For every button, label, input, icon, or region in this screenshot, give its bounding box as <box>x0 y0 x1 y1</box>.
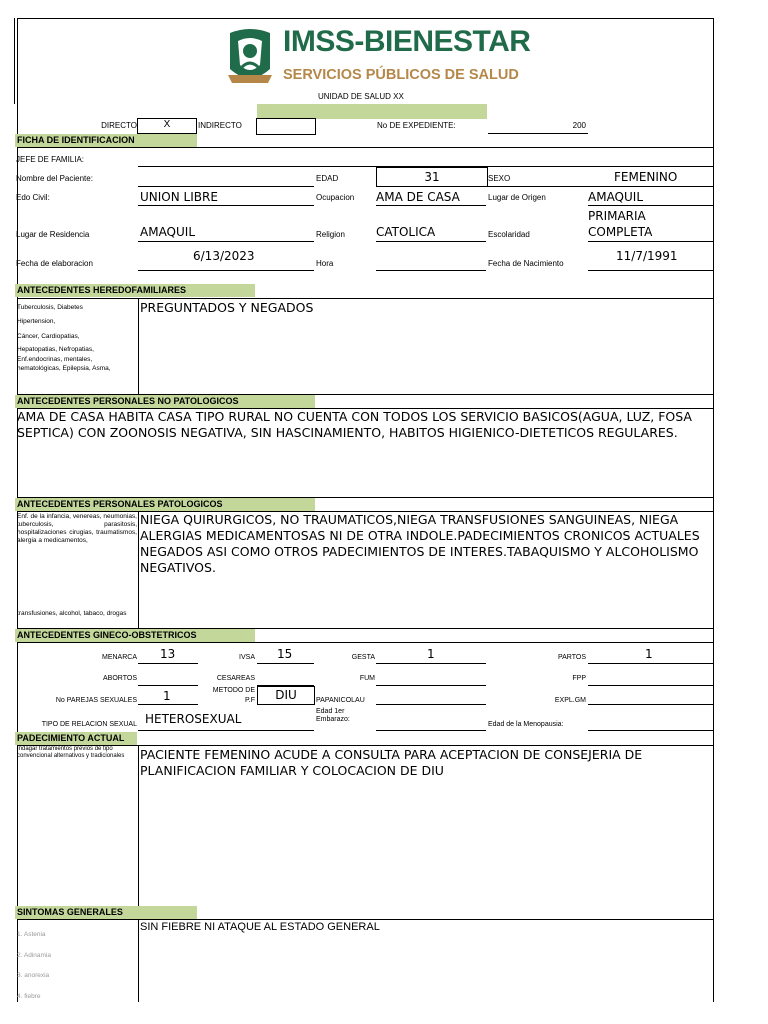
pat-side-bottom: transfusiones, alcohol, tabaco, drogas <box>17 610 127 617</box>
edad-field[interactable]: 31 <box>376 167 488 187</box>
pat-divider <box>138 511 139 628</box>
partos-label: PARTOS <box>557 654 586 661</box>
escolaridad-line <box>588 241 713 242</box>
heredo-side-5: Enf.endocrinas, mentales, <box>17 356 93 363</box>
heredo-divider <box>138 298 139 394</box>
civil-value[interactable]: UNION LIBRE <box>140 190 218 204</box>
hora-label: Hora <box>316 259 334 268</box>
sintomas-item-adinamia: 2. Adinamia <box>17 952 51 959</box>
no-patologicos-text[interactable]: AMA DE CASA HABITA CASA TIPO RURAL NO CUENTA CON TODOS LOS SERVICIO BASICOS(AGUA, LUZ, FOSA SEPTICA) CON ZOONOSIS NEGATIVA, SIN HASCINAMIENTO, HABITOS HIGIENICO-DIETETICOS REGULARES. <box>17 409 692 440</box>
menarca-label: MENARCA <box>101 654 137 661</box>
patologicos-text[interactable]: NIEGA QUIRURGICOS, NO TRAUMATICOS,NIEGA TRANSFUSIONES SANGUINEAS, NIEGA ALERGIAS MEDICAMENTOSAS NI DE OTRA INDOLE.PADECIMIENTOS CRONICOS ACTUALES NEGADOS ASI COMO OTROS PADECIMIENTOS DE INTERES.TABAQUISMO Y ALCOHOLISMO NEGATIVOS. <box>140 512 700 575</box>
section-gineco: ANTECEDENTES GINECO-OBSTETRICOS <box>15 629 255 642</box>
metodo-label-1: METODO DE <box>212 687 255 694</box>
escolaridad-value-2[interactable]: COMPLETA <box>588 225 653 239</box>
origen-line <box>588 205 713 206</box>
sexo-line <box>488 186 713 187</box>
gineco-mid-line <box>17 642 713 643</box>
ivsa-value[interactable]: 15 <box>277 647 293 661</box>
frame-top-line <box>17 18 713 19</box>
section-heredofamiliares: ANTECEDENTES HEREDOFAMILIARES <box>15 284 255 297</box>
heredo-side-2: Hipertension, <box>17 318 56 325</box>
jefe-label: JEFE DE FAMILIA: <box>16 155 85 164</box>
expediente-value[interactable]: 200 <box>572 121 586 130</box>
ivsa-line <box>257 663 314 664</box>
parejas-label: No PAREJAS SEXUALES <box>55 697 137 704</box>
heredo-top-line <box>17 298 713 299</box>
edad-label: EDAD <box>316 174 339 183</box>
sintomas-text[interactable]: SIN FIEBRE NI ATAQUE AL ESTADO GENERAL <box>140 921 380 933</box>
expediente-label: No DE EXPEDIENTE: <box>377 121 456 130</box>
parejas-value[interactable]: 1 <box>163 689 171 703</box>
frame-left-line <box>14 18 15 104</box>
frame-right-line <box>713 18 714 1002</box>
sintomas-item-anorexia: 3. anorexia <box>17 972 50 979</box>
section-ficha: FICHA DE IDENTIFICACION <box>15 134 197 147</box>
partos-line <box>588 663 713 664</box>
explgm-label: EXPL.GM <box>554 697 586 704</box>
nacimiento-value[interactable]: 11/7/1991 <box>616 249 678 263</box>
abortos-label: ABORTOS <box>103 675 137 682</box>
nacimiento-line <box>588 270 713 271</box>
sexo-value[interactable]: FEMENINO <box>614 170 678 184</box>
tipo-label: TIPO DE RELACION SEXUAL <box>41 721 137 728</box>
nombre-label: Nombre del Paciente: <box>16 174 93 183</box>
indirecto-label: INDIRECTO <box>198 121 242 130</box>
section-sintomas: SINTOMAS GENERALES <box>15 906 197 919</box>
imss-bienestar-logo <box>224 25 276 89</box>
residencia-label: Lugar de Residencia <box>16 230 90 239</box>
tipo-value[interactable]: HETEROSEXUAL <box>145 712 242 726</box>
ocupacion-line <box>376 205 486 206</box>
elaboracion-line <box>138 270 314 271</box>
ivsa-label: IVSA <box>239 654 255 661</box>
heredo-side-6: hematológicas, Epilepsia, Asma, <box>17 365 111 372</box>
parejas-line <box>138 704 198 705</box>
gesta-line <box>376 663 486 664</box>
origen-label: Lugar de Origen <box>488 193 546 202</box>
religion-label: Religion <box>316 230 345 239</box>
civil-line <box>138 205 314 206</box>
embarazo-label-1: Edad 1er <box>316 708 345 715</box>
escolaridad-label: Escolaridad <box>488 230 530 239</box>
padecimiento-side: Indagar tratamientos previos de tipo convencional alternativos y tradicionales <box>17 746 125 759</box>
green-band <box>257 104 487 119</box>
gesta-value[interactable]: 1 <box>427 647 435 661</box>
pat-side-top: Enf. de la infancia, venereas, neumonias, tuberculosis, parasitosis, hospitalizaciones cirugias, traumatismos, alergia a medicamentos, <box>17 513 137 544</box>
menarca-line <box>138 663 198 664</box>
partos-value[interactable]: 1 <box>645 647 653 661</box>
sintomas-divider <box>138 919 139 1002</box>
brand-subtitle: SERVICIOS PÚBLICOS DE SALUD <box>283 67 519 83</box>
papanicolau-line <box>376 704 486 705</box>
logo-emblem-icon <box>224 25 276 89</box>
heredo-side-1: Tuberculosis, Diabetes <box>17 304 83 311</box>
religion-line <box>376 241 486 242</box>
nacimiento-label: Fecha de Nacimiento <box>488 259 564 268</box>
fpp-line <box>588 685 713 686</box>
fum-line <box>376 685 486 686</box>
ficha-top-line <box>17 147 713 148</box>
metodo-field[interactable]: DIU <box>257 686 315 705</box>
residencia-value[interactable]: AMAQUIL <box>140 225 196 239</box>
religion-value[interactable]: CATOLICA <box>376 225 436 239</box>
padecimiento-divider <box>138 745 139 906</box>
gesta-label: GESTA <box>351 654 375 661</box>
sexo-label: SEXO <box>488 174 511 183</box>
embarazo-line <box>376 730 486 731</box>
civil-label: Edo Civil: <box>16 193 50 202</box>
ocupacion-label: Ocupacion <box>316 193 355 202</box>
directo-checkbox[interactable]: X <box>137 118 197 134</box>
sintomas-item-fiebre: 4. fiebre <box>17 993 41 1000</box>
heredo-side-4: Hepatopatias, Nefropatias, <box>17 346 94 353</box>
nombre-line <box>138 186 314 187</box>
expediente-line <box>488 133 588 134</box>
section-padecimiento: PADECIMIENTO ACTUAL <box>15 732 137 745</box>
fum-label: FUM <box>359 675 375 682</box>
section-no-patologicos: ANTECEDENTES PERSONALES NO PATOLOGICOS <box>15 395 315 408</box>
explgm-line <box>588 704 713 705</box>
menopausia-line <box>588 730 713 731</box>
embarazo-label-2: Embarazo: <box>316 716 350 723</box>
fpp-label: FPP <box>572 675 586 682</box>
abortos-line <box>138 685 198 686</box>
papanicolau-label: PAPANICOLAU <box>316 697 365 704</box>
heredo-text[interactable]: PREGUNTADOS Y NEGADOS <box>140 300 314 315</box>
escolaridad-value-1[interactable]: PRIMARIA <box>588 209 646 223</box>
origen-value[interactable]: AMAQUIL <box>588 190 644 204</box>
elaboracion-label: Fecha de elaboracion <box>16 259 93 268</box>
ocupacion-value[interactable]: AMA DE CASA <box>376 190 460 204</box>
sintomas-item-astenia: 1. Astenia <box>17 931 46 938</box>
residencia-line <box>138 241 314 242</box>
brand-title: IMSS-BIENESTAR <box>283 25 531 58</box>
padecimiento-text[interactable]: PACIENTE FEMENINO ACUDE A CONSULTA PARA ACEPTACION DE CONSEJERIA DE PLANIFICACION FAMILIAR Y COLOCACION DE DIU <box>140 747 643 778</box>
unit-label: UNIDAD DE SALUD XX <box>318 92 404 101</box>
directo-label: DIRECTO <box>101 121 137 130</box>
cesareas-label: CESAREAS <box>216 675 255 682</box>
hora-line <box>376 270 486 271</box>
elaboracion-value[interactable]: 6/13/2023 <box>193 249 255 263</box>
section-patologicos: ANTECEDENTES PERSONALES PATOLOGICOS <box>15 498 315 511</box>
heredo-side-3: Cáncer, Cardiopatias, <box>17 333 80 340</box>
menopausia-label: Edad de la Menopausia: <box>488 721 564 728</box>
tipo-line <box>138 730 314 731</box>
metodo-label-2: P.F <box>245 697 255 704</box>
indirecto-checkbox[interactable] <box>256 118 316 135</box>
menarca-value[interactable]: 13 <box>160 647 176 661</box>
